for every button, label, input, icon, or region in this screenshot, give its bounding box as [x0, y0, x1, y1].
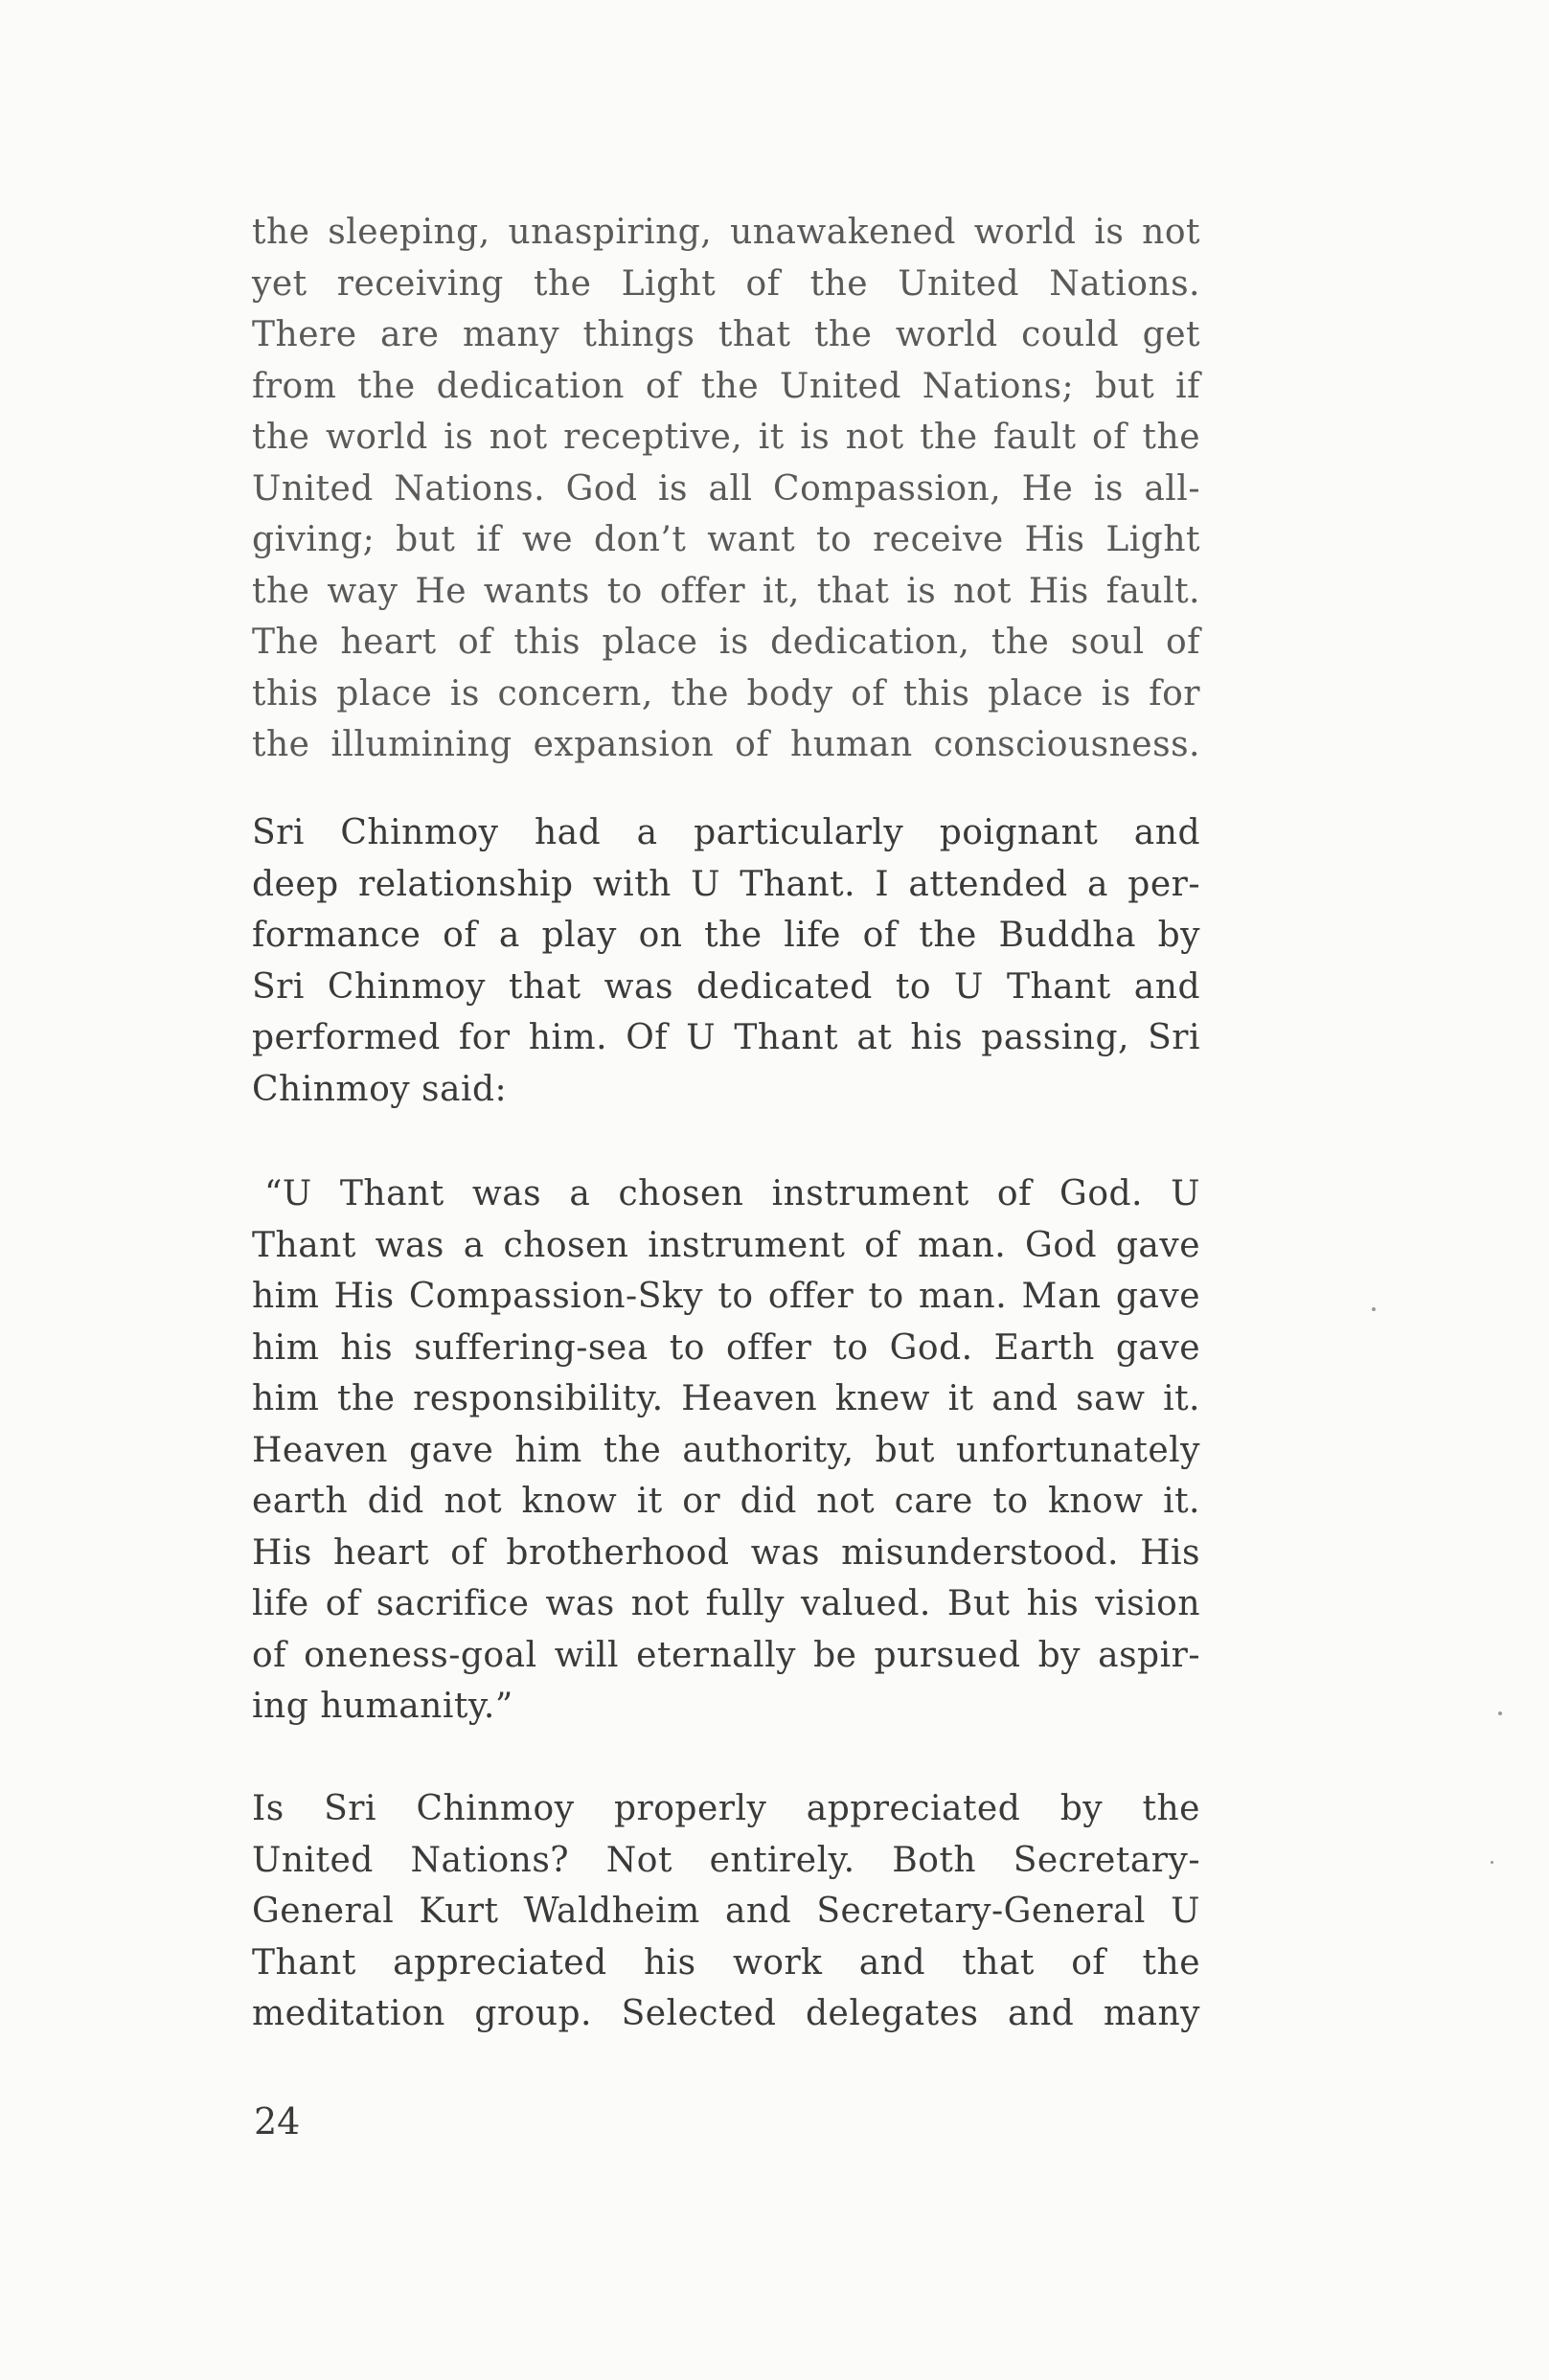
text-line: meditation group. Selected delegates and many [252, 1994, 1200, 2033]
text-line: Chinmoy said: [252, 1069, 508, 1109]
text-line: General Kurt Waldheim and Secretary-General U [252, 1892, 1200, 1931]
text-line: There are many things that the world could get [252, 315, 1200, 354]
text-line: from the dedication of the United Nations; but if [252, 366, 1200, 406]
paper-speck [1498, 1711, 1502, 1715]
text-line: ing humanity.” [252, 1687, 513, 1726]
text-line: Heaven gave him the authority, but unfortunately [252, 1430, 1200, 1470]
paper-speck [1491, 1861, 1493, 1864]
text-line: Is Sri Chinmoy properly appreciated by the [252, 1789, 1200, 1828]
text-line: United Nations. God is all Compassion, He is all- [252, 468, 1200, 509]
text-line: of oneness-goal will eternally be pursued by aspir- [252, 1635, 1200, 1675]
quote-block [252, 1168, 1200, 1733]
text-line: Sri Chinmoy that was dedicated to U Thant and [252, 966, 1200, 1007]
paragraph-3 [252, 1783, 1200, 2040]
text-line: him His Compassion-Sky to offer to man. Man gave [252, 1277, 1200, 1316]
page-number: 24 [254, 2100, 301, 2142]
text-line: The heart of this place is dedication, the soul of [252, 623, 1200, 662]
text-line: “U Thant was a chosen instrument of God. U [264, 1174, 1200, 1213]
text-line: performed for him. Of U Thant at his passing, Sri [252, 1018, 1200, 1057]
text-line: Sri Chinmoy had a particularly poignant and [252, 813, 1200, 852]
text-line: His heart of brotherhood was misunderstood. His [252, 1532, 1200, 1573]
text-line: this place is concern, the body of this place is for [252, 673, 1200, 714]
text-line: the way He wants to offer it, that is not His fault. [252, 571, 1200, 611]
text-line: deep relationship with U Thant. I attended a per- [252, 864, 1200, 904]
text-line: him the responsibility. Heaven knew it and saw it. [252, 1379, 1200, 1418]
text-line: Thant was a chosen instrument of man. God gave [252, 1225, 1200, 1265]
text-line: life of sacrifice was not fully valued. But his vision [252, 1584, 1200, 1623]
text-line: Thant appreciated his work and that of the [252, 1942, 1200, 1983]
text-line: the world is not receptive, it is not the fault of the [252, 418, 1200, 457]
text-line: United Nations? Not entirely. Both Secretary- [252, 1840, 1200, 1880]
text-line: formance of a play on the life of the Buddha by [252, 916, 1200, 955]
text-line: the illumining expansion of human consciousness. [252, 725, 1200, 764]
text-line: the sleeping, unaspiring, unawakened world is not [252, 213, 1200, 252]
text-line: yet receiving the Light of the United Nations. [252, 263, 1200, 304]
paragraph-1 [252, 207, 1200, 771]
paragraph-2 [252, 807, 1200, 1115]
paper-speck [1372, 1307, 1376, 1311]
text-line: giving; but if we don’t want to receive His Light [252, 520, 1200, 559]
text-line: him his suffering-sea to offer to God. Earth gave [252, 1327, 1200, 1368]
text-line: earth did not know it or did not care to know it. [252, 1482, 1200, 1521]
